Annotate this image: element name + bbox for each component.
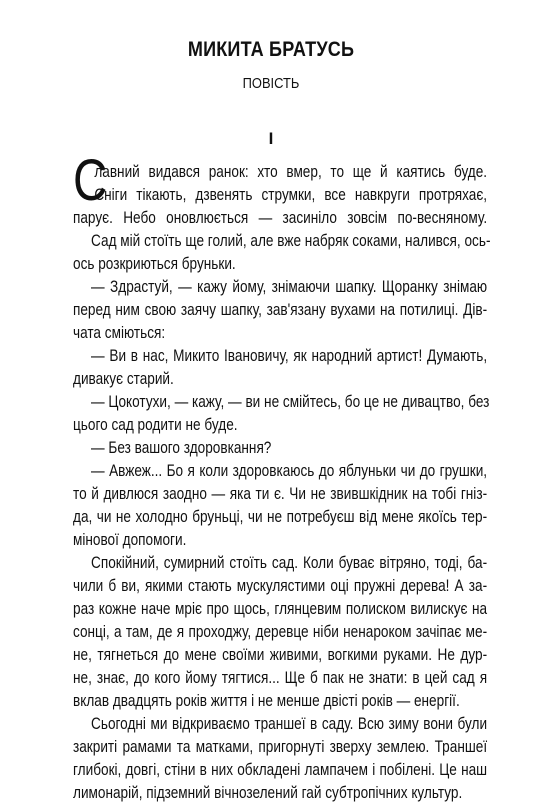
text-line: — Цокотухи, — кажу, — ви не смійтесь, бо це не дивацтво, без [91,392,490,411]
text-line: — Здрастуй, — кажу йому, знімаючи шапку. Щоранку знімаю [91,277,488,296]
text-line: парує. Небо оновлюється — засиніло зовсім по-весняному. [73,208,488,227]
text-line: цього сад родити не буде. [73,415,238,434]
text-line: не, тягнеться до мене своїми живими, вогкими руками. Не дур- [73,645,488,664]
text-line: раз кожне наче мріє про щось, глянцевим полиском вилискує на [73,599,488,618]
text-line: закриті рамами та матками, пригорнуті зверху землею. Траншеї [73,737,488,756]
text-line: перед ним свою заячу шапку, зав'язану вухами на потилиці. Дів- [73,300,488,319]
chapter-number: І [268,129,274,148]
text-line: Сад мій стоїть ще голий, але вже набряк соками, налився, ось- [91,231,491,250]
story-text [73,160,491,804]
text-line: лимонарій, підземний вічнозелений гай субтропічних культур. [73,783,463,802]
text-line: мінової допомоги. [73,530,187,549]
text-line: чили б ви, якими стають мускулястими оці пружні дерева! А за- [73,576,488,595]
text-line: чата сміються: [73,323,166,342]
text-line: дивакує старий. [73,369,174,388]
text-line: сонці, а там, де я проходжу, деревце ніби ненароком зачіпає ме- [73,622,488,641]
text-line: — Без вашого здоровкання? [91,438,272,457]
text-line: вклав двадцять років життя і не менше двісті років — енергії. [73,691,460,710]
text-line: ось розкриються бруньки. [73,254,236,273]
page-title: МИКИТА БРАТУСЬ [187,38,355,61]
text-line: Сьогодні ми відкриваємо траншеї в саду. Всю зиму вони були [91,714,488,733]
drop-cap: С [73,148,108,213]
text-line: — Авжеж... Бо я коли здоровкаюсь до яблуньки чи до грушки, [91,461,488,480]
text-line: да, чи не холодно бруньці, чи не потребуєш від мене якоїсь тер- [73,507,488,526]
text-line: — Ви в нас, Микито Івановичу, як народний артист! Думають, [91,346,488,365]
text-line: глибокі, довгі, стіни в них обкладені лампачем і побілені. Це наш [73,760,488,779]
text-line: лавний видався ранок: хто вмер, то ще й каятись буде. [94,162,488,181]
text-line: не, знає, до кого йому тягтися... Ще б пак не знати: в цей сад я [73,668,488,687]
page-subtitle: ПОВІСТЬ [242,75,300,92]
text-line: то й дивлюся заодно — яка ти є. Чи не звившкідник на тобі гніз- [73,484,488,503]
text-line: Спокійний, сумирний стоїть сад. Коли буває вітряно, тоді, ба- [91,553,488,572]
text-line: Сніги тікають, дзвенять струмки, все навкруги протряхає, [94,185,488,204]
